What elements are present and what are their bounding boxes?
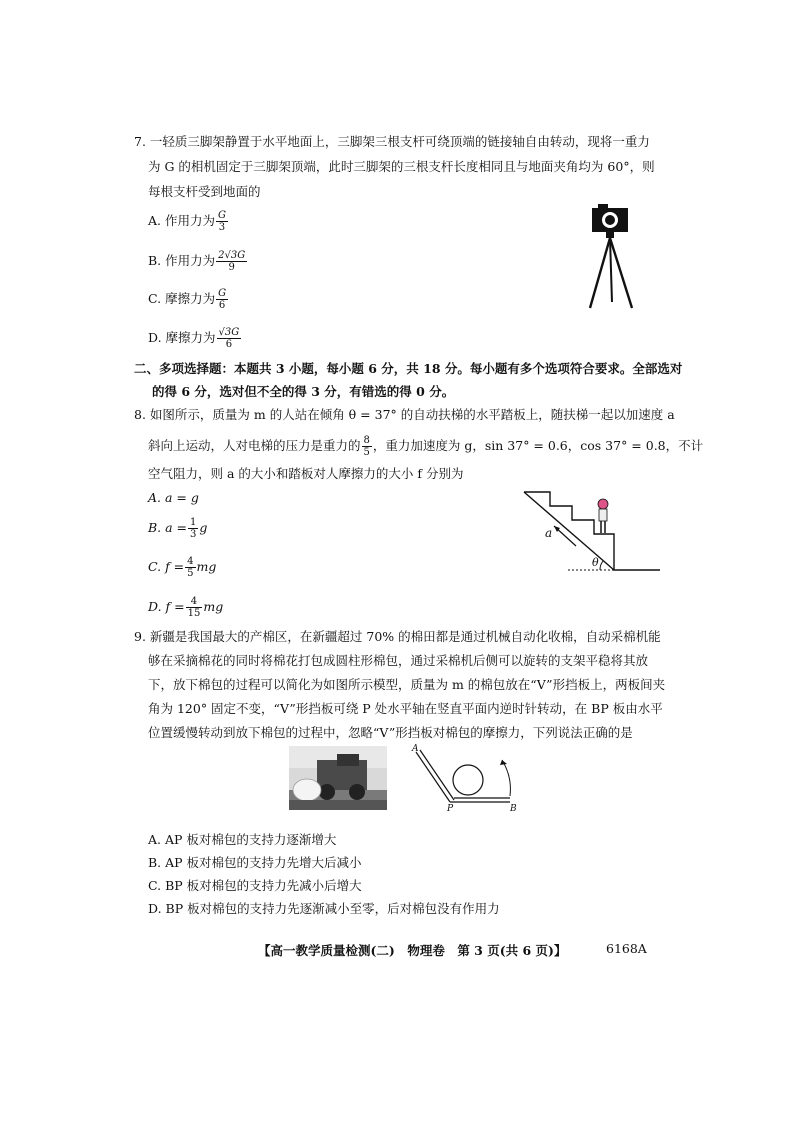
q7-option-c-text: C. 摩擦力为 (148, 291, 216, 306)
q8-stem-line-3: 空气阻力，则 a 的大小和踏板对人摩擦力的大小 f 分别为 (148, 466, 464, 481)
q9-option-d: D. BP 板对棉包的支持力先逐渐减小至零，后对棉包没有作用力 (148, 901, 500, 916)
q7-option-b-text: B. 作用力为 (148, 253, 216, 268)
q8-stem-line-2: 斜向上运动，人对电梯的压力是重力的 $\frac{8}{5}$ ，重力加速度为 g，sin 37° = 0.6，cos 37° = 0.8，不计 (148, 435, 704, 458)
escalator-figure (520, 488, 662, 576)
page-footer-title: 【高一教学质量检测(二) 物理卷 第 3 页(共 6 页)】 (258, 943, 567, 958)
v-board-label-a: A (412, 744, 419, 754)
person-icon (598, 499, 608, 533)
q7-option-a (148, 210, 229, 233)
section-2-heading-line-1: 二、多项选择题：本题共 3 小题，每小题 6 分，共 18 分。每小题有多个选项符合要求。全部选对 (134, 361, 683, 376)
q9-stem-line-3: 下，放下棉包的过程可以简化为如图所示模型，质量为 m 的棉包放在“V”形挡板上，两板间夹 (148, 677, 666, 692)
q9-stem-line-4: 角为 120° 固定不变，“V”形挡板可绕 P 处水平轴在竖直平面内逆时针转动，在 BP 板由水平 (148, 701, 663, 716)
escalator-label-a: a (545, 526, 553, 540)
q9-option-c: C. BP 板对棉包的支持力先减小后增大 (148, 878, 362, 893)
q8-stem-fraction: $\frac{8}{5}$ (363, 435, 370, 458)
q8-option-c: C. f = $\frac{4}{5}$ mg (148, 556, 217, 579)
q7-stem-line-3: 每根支杆受到地面的 (148, 184, 261, 199)
q9-option-b: B. AP 板对棉包的支持力先增大后减小 (148, 855, 362, 870)
q8-option-a: A. a = g (148, 490, 199, 505)
q9-stem-line-5: 位置缓慢转动到放下棉包的过程中，忽略“V”形挡板对棉包的摩擦力，下列说法正确的是 (148, 725, 633, 740)
q9-stem-line-1: 9. 新疆是我国最大的产棉区，在新疆超过 70% 的棉田都是通过机械自动化收棉，自动采棉机能 (134, 629, 661, 644)
q8-option-d: D. f = $\frac{4}{15}$ mg (148, 596, 224, 619)
q8-option-b: B. a = $\frac{1}{3}$ g (148, 517, 208, 540)
q7-option-a-text: A. 作用力为 (148, 213, 215, 228)
page-footer-code: 6168A (606, 941, 647, 956)
escalator-label-theta: θ (592, 556, 599, 569)
q7-option-b-fraction: $\frac{2√3G}{9}$ (218, 250, 246, 273)
q7-option-d (148, 327, 242, 350)
q9-stem-line-2: 够在采摘棉花的同时将棉花打包成圆柱形棉包，通过采棉机后侧可以旋转的支架平稳将其放 (148, 653, 649, 668)
q9-option-a: A. AP 板对棉包的支持力逐渐增大 (148, 832, 337, 847)
cotton-picker-photo (289, 746, 387, 810)
q7-option-d-text: D. 摩擦力为 (148, 330, 216, 345)
v-board-label-b: B (510, 804, 517, 814)
q8-stem-line-1: 8. 如图所示，质量为 m 的人站在倾角 θ = 37° 的自动扶梯的水平踏板上，随扶梯一起以加速度 a (134, 407, 675, 422)
q7-stem-line-2: 为 G 的相机固定于三脚架顶端，此时三脚架的三根支杆长度相同且与地面夹角均为 60°，则 (148, 159, 655, 174)
q7-option-c (148, 288, 229, 311)
q7-option-a-fraction: $\frac{G}{3}$ (217, 210, 226, 233)
v-board-label-p: P (447, 804, 454, 814)
q7-stem-line-1: 7. 一轻质三脚架静置于水平地面上，三脚架三根支杆可绕顶端的链接轴自由转动，现将一重力 (134, 134, 650, 149)
v-board-figure (410, 746, 522, 814)
q7-option-c-fraction: $\frac{G}{6}$ (218, 288, 227, 311)
section-2-heading-line-2: 的得 6 分，选对但不全的得 3 分，有错选的得 0 分。 (152, 384, 455, 399)
q7-option-d-fraction: $\frac{√3G}{6}$ (218, 327, 240, 350)
tripod-camera-figure (584, 202, 662, 314)
q7-option-b (148, 250, 248, 273)
